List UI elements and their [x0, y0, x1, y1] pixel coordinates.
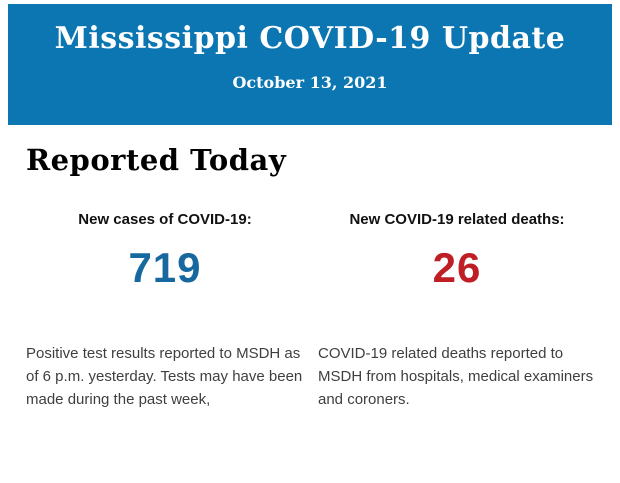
descriptions-row — [26, 342, 596, 411]
header-banner — [8, 4, 612, 125]
page-title: Mississippi COVID-19 Update — [54, 21, 566, 56]
new-deaths-value: 26 — [432, 244, 482, 291]
new-deaths-label: New COVID-19 related deaths: — [349, 211, 565, 228]
stat-new-deaths — [318, 211, 596, 292]
report-body — [0, 143, 620, 411]
section-heading: Reported Today — [26, 143, 287, 177]
stats-row — [26, 211, 596, 292]
new-cases-description: Positive test results reported to MSDH as of 6 p.m. yesterday. Tests may have been made during the past week, — [26, 345, 303, 408]
new-cases-label: New cases of COVID-19: — [78, 211, 252, 228]
stat-new-cases — [26, 211, 304, 292]
new-cases-value: 719 — [128, 244, 202, 291]
report-date: October 13, 2021 — [232, 73, 388, 92]
new-deaths-description: COVID-19 related deaths reported to MSDH from hospitals, medical examiners and coroners. — [318, 345, 594, 408]
